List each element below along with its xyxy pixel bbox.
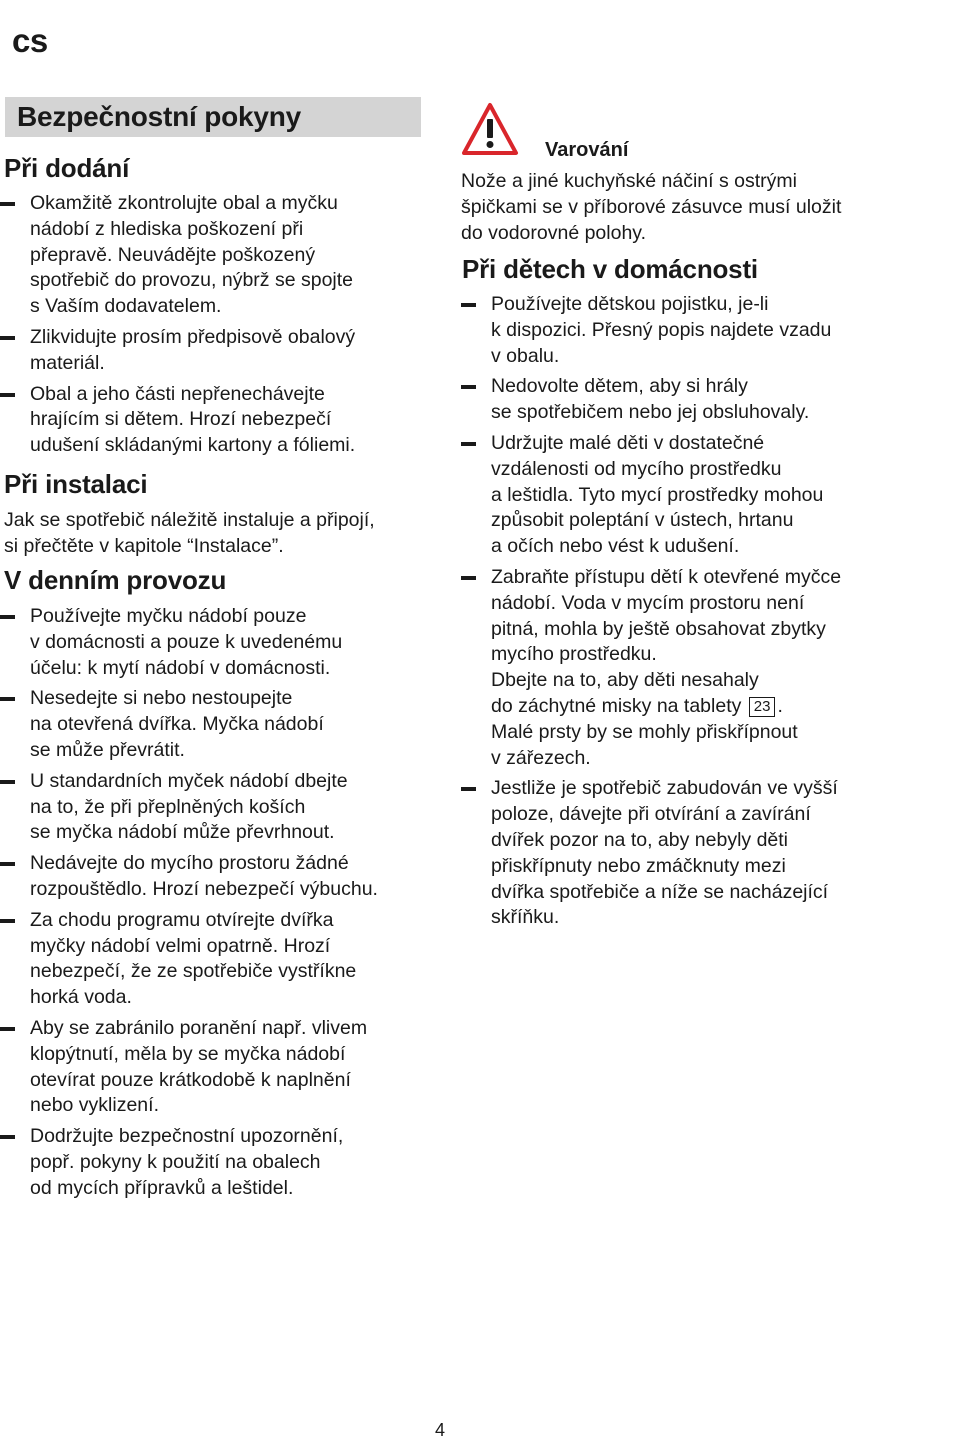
list-item: Používejte dětskou pojistku, je-li k dispozici. Přesný popis najdete vzadu v obalu. [461,292,941,369]
list-item: Nedávejte do mycího prostoru žádné rozpouštědlo. Hrozí nebezpečí výbuchu. [0,851,425,903]
list-item: U standardních myček nádobí dbejte na to, že při přeplněných koších se myčka nádobí může převrhnout. [0,769,425,846]
heading-daily: V denním provozu [4,565,227,595]
dash-bullet-icon [0,1135,15,1139]
dash-bullet-icon [0,780,15,784]
dash-bullet-icon [461,576,476,580]
dash-bullet-icon [0,862,15,866]
dash-bullet-icon [461,385,476,389]
page-reference-box: 23 [749,697,776,717]
dash-bullet-icon [0,919,15,923]
section-title: Bezpečnostní pokyny [5,97,421,137]
heading-children: Při dětech v domácnosti [462,254,758,284]
dash-bullet-icon [461,787,476,791]
list-item: Používejte myčku nádobí pouze v domácnosti a pouze k uvedenému účelu: k mytí nádobí v domácnosti. [0,604,425,681]
heading-install: Při instalaci [4,469,148,499]
list-item: Zabraňte přístupu dětí k otevřené myčce nádobí. Voda v mycím prostoru není pitná, mohla by ještě obsahovat zbytky mycího prostředku. Dbejte na to, aby děti nesahaly do záchytné misky na tablety 23 . Malé prsty by se mohly přiskřípnout v zářezech. [461,565,941,771]
daily-list [0,604,425,1207]
page-number: 4 [435,1420,446,1440]
list-item: Nesedejte si nebo nestoupejte na otevřená dvířka. Myčka nádobí se může převrátit. [0,686,425,763]
warning-text: Nože a jiné kuchyňské náčiní s ostrými špičkami se v příborové zásuvce musí uložit do vodorovné polohy. [461,170,842,244]
list-item: Nedovolte dětem, aby si hrály se spotřebičem nebo jej obsluhovaly. [461,374,941,426]
dash-bullet-icon [0,697,15,701]
list-item: Udržujte malé děti v dostatečné vzdálenosti od mycího prostředku a leštidla. Tyto mycí prostředky mohou způsobit poleptání v ústech, hrtanu a očích nebo vést k udušení. [461,431,941,560]
install-text: Jak se spotřebič náležitě instaluje a připojí, si přečtěte v kapitole “Instalace”. [4,509,375,557]
children-list [461,292,941,936]
dash-bullet-icon [0,336,15,340]
list-item: Aby se zabránilo poranění např. vlivem klopýtnutí, měla by se myčka nádobí otevírat pouze krátkodobě k naplnění nebo vyklizení. [0,1016,425,1119]
dash-bullet-icon [0,393,15,397]
list-item: Dodržujte bezpečnostní upozornění, popř. pokyny k použití na obalech od mycích přípravků a leštidel. [0,1124,425,1201]
list-item: Za chodu programu otvírejte dvířka myčky nádobí velmi opatrně. Hrozí nebezpečí, že ze spotřebiče vystříkne horká voda. [0,908,425,1011]
delivery-list [0,191,420,464]
dash-bullet-icon [0,202,15,206]
dash-bullet-icon [0,1027,15,1031]
dash-bullet-icon [461,303,476,307]
language-tag: cs [12,22,48,59]
dash-bullet-icon [461,442,476,446]
list-item: Okamžitě zkontrolujte obal a myčku nádobí z hlediska poškození při přepravě. Neuvádějte poškozený spotřebič do provozu, nýbrž se spojte s Vaším dodavatelem. [0,191,420,320]
dash-bullet-icon [0,615,15,619]
list-item: Zlikvidujte prosím předpisově obalový materiál. [0,325,420,377]
heading-delivery: Při dodání [4,153,130,183]
list-item: Jestliže je spotřebič zabudován ve vyšší poloze, dávejte při otvírání a zavírání dvířek pozor na to, aby nebyly děti přiskřípnuty nebo zmáčknuty mezi dvířka spotřebiče a níže se nacházející skříňku. [461,776,941,931]
list-item: Obal a jeho části nepřenechávejte hrajícím si dětem. Hrozí nebezpečí udušení skládanými kartony a fóliemi. [0,382,420,459]
warning-triangle-icon [461,102,519,156]
warning-title: Varování [545,139,629,161]
